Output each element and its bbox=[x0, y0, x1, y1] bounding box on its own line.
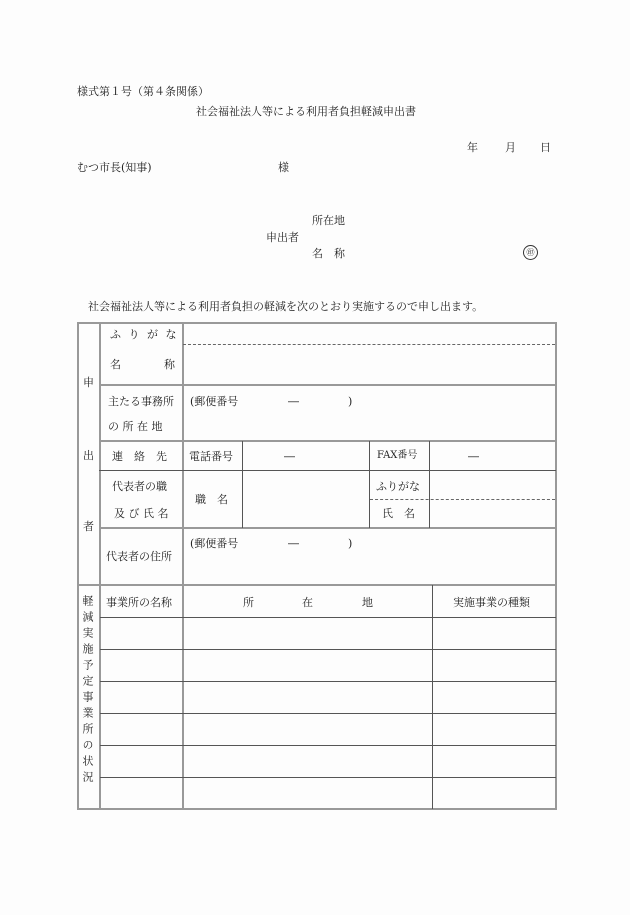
rep-name-field[interactable] bbox=[430, 500, 554, 527]
rep-furigana-field[interactable] bbox=[430, 471, 554, 498]
col-location-3: 地 bbox=[362, 596, 373, 609]
date-year-label: 年 bbox=[467, 141, 478, 154]
col-location-2: 在 bbox=[302, 596, 313, 609]
section-label-char: 者 bbox=[83, 520, 94, 533]
facility-row[interactable] bbox=[100, 746, 555, 777]
form-number: 様式第１号（第４条関係） bbox=[77, 85, 209, 98]
main-office-address-field[interactable] bbox=[184, 386, 554, 440]
applicant-address-label: 所在地 bbox=[312, 214, 345, 227]
postal2-close: ) bbox=[348, 537, 353, 550]
intro-text: 社会福祉法人等による利用者負担の軽減を次のとおり実施するので申し出ます。 bbox=[88, 300, 484, 313]
rep-title-label-2: 及 び 氏 名 bbox=[114, 507, 169, 520]
facility-row[interactable] bbox=[100, 778, 555, 808]
facility-row[interactable] bbox=[100, 618, 555, 649]
position-field[interactable] bbox=[243, 471, 368, 527]
name-label-b: 称 bbox=[164, 358, 175, 371]
phone-label: 電話番号 bbox=[189, 450, 233, 463]
postal2-label: (郵便番号 bbox=[190, 537, 239, 550]
postal-close: ) bbox=[348, 395, 353, 408]
applicant-label: 申出者 bbox=[266, 231, 299, 244]
furigana-label: ふ り が な bbox=[110, 328, 179, 341]
document-title: 社会福祉法人等による利用者負担軽減申出書 bbox=[196, 105, 416, 118]
contact-label: 連 絡 先 bbox=[112, 450, 167, 463]
phone-field[interactable] bbox=[243, 442, 368, 469]
position-label: 職 名 bbox=[195, 493, 228, 506]
honorific: 様 bbox=[278, 161, 289, 174]
fax-label: FAX番号 bbox=[377, 450, 418, 461]
facility-row[interactable] bbox=[100, 714, 555, 745]
rep-address-label: 代表者の住所 bbox=[106, 550, 172, 563]
date-month-label: 月 bbox=[505, 141, 516, 154]
applicant-name-label: 名 称 bbox=[312, 247, 345, 260]
name-field[interactable] bbox=[184, 346, 554, 384]
name-label-a: 名 bbox=[110, 358, 121, 371]
main-office-label-2: の 所 在 地 bbox=[108, 420, 163, 433]
furigana-field[interactable] bbox=[184, 324, 554, 344]
main-office-label-1: 主たる事務所 bbox=[108, 395, 174, 408]
section2-label: 軽減実施予定事業所の状況 bbox=[81, 595, 94, 787]
col-location-1: 所 bbox=[243, 596, 254, 609]
col-office-name: 事業所の名称 bbox=[106, 596, 172, 609]
postal-dash: ― bbox=[288, 395, 299, 408]
rep-furigana-label: ふりがな bbox=[376, 480, 420, 493]
section-label-char: 出 bbox=[83, 449, 94, 462]
rep-address-field[interactable] bbox=[184, 529, 554, 584]
postal-label: (郵便番号 bbox=[190, 395, 239, 408]
fax-field[interactable] bbox=[430, 442, 554, 469]
section-label-char: 申 bbox=[83, 376, 94, 389]
addressee: むつ市長(知事) bbox=[77, 161, 152, 174]
facility-row[interactable] bbox=[100, 682, 555, 713]
facility-row[interactable] bbox=[100, 650, 555, 681]
fax-dash: ― bbox=[468, 450, 479, 463]
col-service-type: 実施事業の種類 bbox=[453, 596, 530, 609]
rep-name-label: 氏 名 bbox=[382, 507, 415, 520]
date-day-label: 日 bbox=[540, 141, 551, 154]
phone-dash: ― bbox=[284, 450, 295, 463]
postal2-dash: ― bbox=[288, 537, 299, 550]
seal-icon: ㊞ bbox=[523, 245, 538, 260]
rep-title-label-1: 代表者の職 bbox=[112, 480, 167, 493]
